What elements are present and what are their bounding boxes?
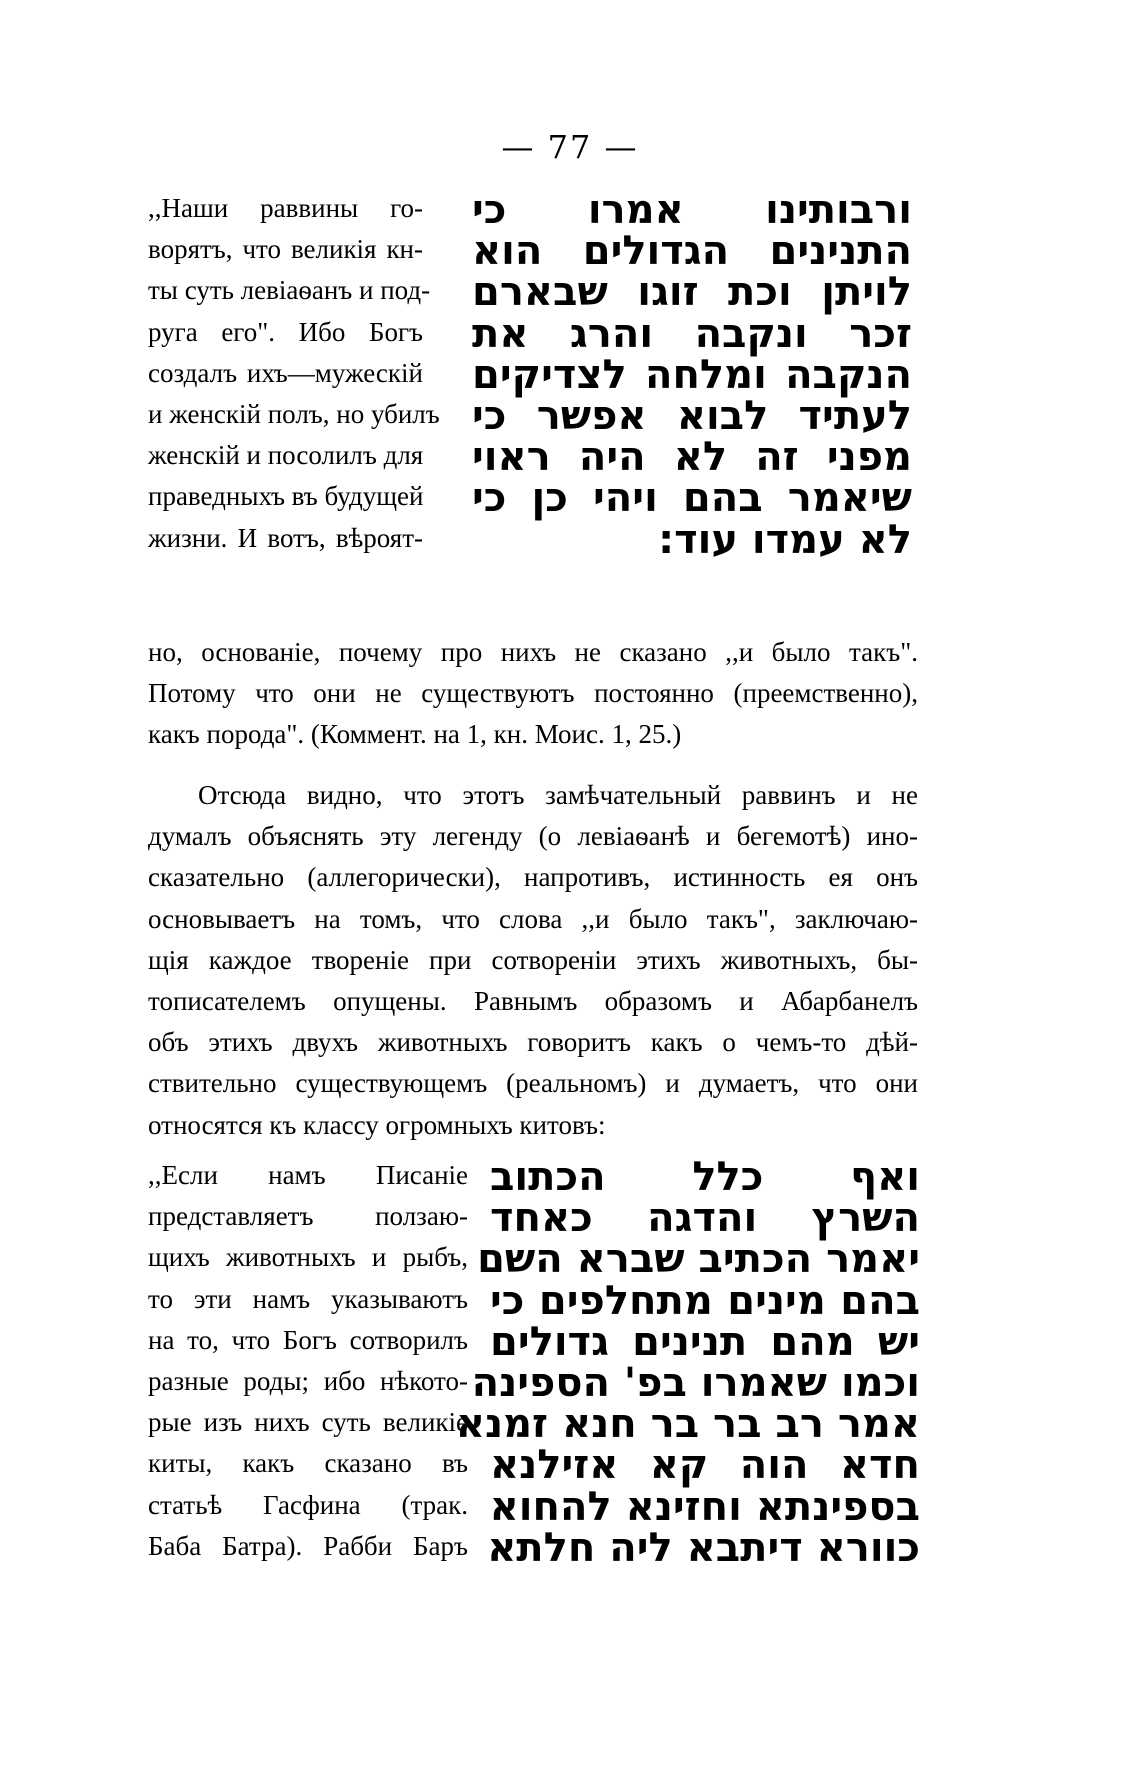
section1-russian-line: ты суть левіаѳанъ и под- <box>148 275 431 306</box>
paragraph-line: щія каждое твореніе при сотвореніи этихъ животныхъ, бы- <box>148 944 918 975</box>
paragraph-line: объ этихъ двухъ животныхъ говоритъ какъ о чемъ-то дѣй- <box>148 1027 918 1058</box>
section1-russian-column <box>148 188 440 559</box>
continuation-line: но, основаніе, почему про нихъ не сказано ,,и было такъ". <box>148 637 918 667</box>
section1-hebrew-line: לעתיד לבוא אפשר כי <box>472 393 912 440</box>
paragraph-line: Отсюда видно, что этотъ замѣчательный раввинъ и не <box>198 780 918 810</box>
paragraph-line: сказательно (аллегорически), напротивъ, истинность ея онъ <box>148 862 918 893</box>
section1-russian-line: руга его". Ибо Богъ <box>148 316 423 347</box>
section2-hebrew-line: השרץ והדגה כאחד <box>490 1195 920 1242</box>
section1-russian-line: ,,Наши раввины го- <box>148 193 423 223</box>
section1-hebrew-line: הנקבה ומלחה לצדיקים <box>472 351 912 398</box>
section2-hebrew-line: כוורא דיתבא ליה חלתא <box>487 1524 920 1571</box>
section1-hebrew-line: התנינים הגדולים הוא <box>472 228 912 275</box>
section2-russian-line: статьѣ Гасфина (трак. <box>148 1489 468 1520</box>
paragraph-line: ствительно существующемъ (реальномъ) и думаетъ, что они <box>148 1068 918 1099</box>
section2-hebrew-line: חדא הוה קא אזילנא <box>490 1442 920 1489</box>
continuation-line: какъ порода". (Коммент. на 1, кн. Моис. 1, 25.) <box>148 719 682 750</box>
section2-russian-line: разные роды; ибо нѣкото- <box>148 1365 468 1396</box>
section2-hebrew-line: בהם מינים מתחלפים כי <box>490 1277 920 1324</box>
section1-hebrew-line: מפני זה לא היה ראוי <box>472 434 912 481</box>
section2-russian-line: щихъ животныхъ и рыбъ, <box>148 1242 468 1273</box>
paragraph-line: тописателемъ опущены. Равнымъ образомъ и Абарбанелъ <box>148 985 918 1016</box>
section2-hebrew-line: יש מהם תנינים גדולים <box>490 1318 920 1365</box>
paragraph-line: основываетъ на томъ, что слова ,,и было такъ", заключаю- <box>148 903 918 934</box>
section2-hebrew-line: אמר רב בר בר חנא זמנא <box>455 1401 920 1448</box>
section2-hebrew-line: בספינתא וחזינא להחוא <box>489 1483 920 1530</box>
paragraph-line: думалъ объяснять эту легенду (о левіаѳанѣ и бегемотѣ) ино- <box>148 821 918 852</box>
section2-russian-line: то эти намъ указываютъ <box>148 1283 468 1314</box>
section1-russian-line: создалъ ихъ—мужескій <box>148 357 423 388</box>
paragraph-line: относятся къ классу огромныхъ китовъ: <box>148 1109 606 1140</box>
section1-russian-line: праведныхъ въ будущей <box>148 481 424 512</box>
section2-hebrew-line: ואף כלל הכתוב <box>490 1154 920 1200</box>
section2-russian-line: Баба Батра). Рабби Баръ <box>148 1530 468 1561</box>
section2-hebrew-column <box>455 1154 920 1571</box>
section2-russian-column <box>148 1155 468 1567</box>
section1-russian-line: жизни. И вотъ, вѣроят- <box>148 522 423 553</box>
section1-hebrew-column <box>472 187 912 563</box>
section1-continuation <box>148 632 918 756</box>
section1-hebrew-line: זכר ונקבה והרג את <box>472 310 912 357</box>
section2-russian-line: ,,Если намъ Писаніе <box>148 1160 468 1190</box>
continuation-line: Потому что они не существуютъ постоянно (преемственно), <box>148 678 918 709</box>
section1-hebrew-line: לא עמדו עוד: <box>658 516 912 563</box>
section1-russian-line: ворятъ, что великія кн- <box>148 234 423 265</box>
section2-russian-line: представляетъ ползаю- <box>148 1201 468 1232</box>
section2-hebrew-line: יאמר הכתיב שברא השם <box>477 1236 920 1283</box>
section1-russian-line: женскій и посолилъ для <box>148 440 424 471</box>
section1-hebrew-line: ורבותינו אמרו כי <box>472 187 912 233</box>
section2-russian-line: на то, что Богъ сотворилъ <box>148 1324 468 1355</box>
section2-russian-line: киты, какъ сказано въ <box>148 1448 468 1479</box>
section2-hebrew-line: וכמו שאמרו בפ' הספינה <box>471 1360 920 1407</box>
page-number: — 77 — <box>501 128 639 166</box>
section1-russian-line: и женскій полъ, но убилъ <box>148 398 440 429</box>
section2-russian-line: рые изъ нихъ суть великіе <box>148 1407 468 1438</box>
section1-hebrew-line: שיאמר בהם ויהי כן כי <box>472 475 912 522</box>
section1-hebrew-line: לויתן וכת זוגו שבארם <box>472 269 912 316</box>
body-paragraph <box>148 775 918 1146</box>
